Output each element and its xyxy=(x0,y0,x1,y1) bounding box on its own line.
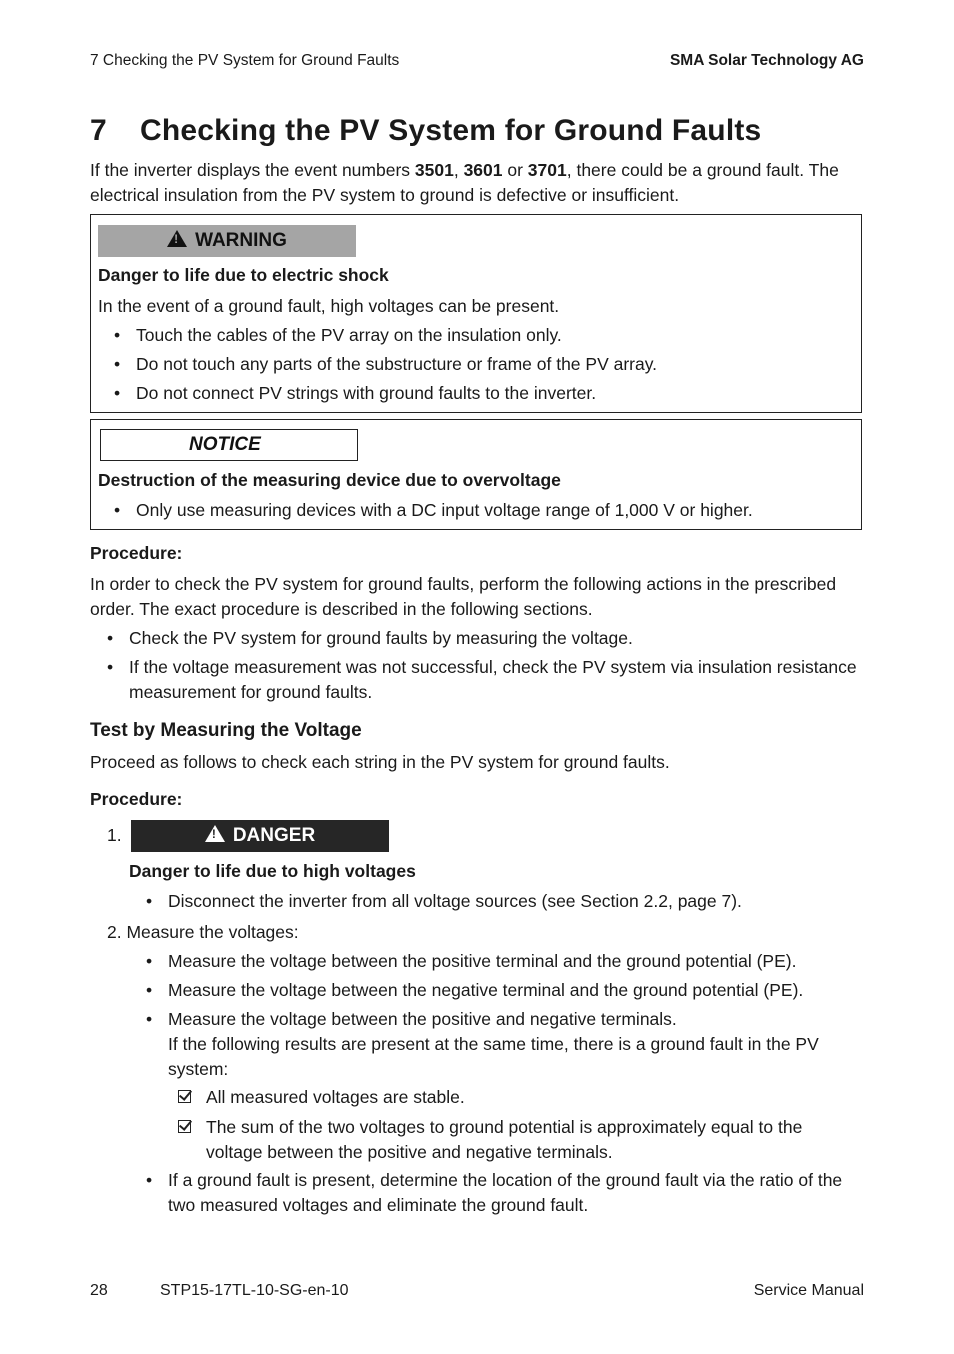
page-number: 28 xyxy=(90,1282,108,1299)
warning-box xyxy=(90,214,862,413)
warning-bullet: • Do not connect PV strings with ground faults to the inverter. xyxy=(136,381,596,406)
result-check-item xyxy=(206,1115,802,1140)
result-check-item xyxy=(206,1085,465,1110)
intro-paragraph xyxy=(90,158,870,208)
notice-label: NOTICE xyxy=(100,429,358,461)
measure-bullet-continuation: two measured voltages and eliminate the ground fault. xyxy=(168,1195,589,1215)
running-header-company: SMA Solar Technology AG xyxy=(669,52,864,69)
manual-type: Service Manual xyxy=(753,1282,864,1299)
danger-label-text: DANGER xyxy=(232,825,316,846)
running-header-chapter: 7 Checking the PV System for Ground Faults xyxy=(90,52,400,69)
warning-bullet: • Touch the cables of the PV array on the insulation only. xyxy=(136,323,562,348)
chapter-number: 7 xyxy=(90,114,107,147)
procedure-text: order. The exact procedure is described in the following sections. xyxy=(90,599,593,619)
procedure-text: In order to check the PV system for ground faults, perform the following actions in the prescribed xyxy=(90,574,837,594)
event-number: 3601 xyxy=(463,160,503,180)
chapter-title: Checking the PV System for Ground Faults xyxy=(140,114,762,147)
intro-text: , there could be a ground fault. The xyxy=(566,160,839,180)
result-check-text: The sum of the two voltages to ground potential is approximately equal to the xyxy=(206,1117,803,1137)
warning-heading: Danger to life due to electric shock xyxy=(98,265,389,285)
danger-heading: Danger to life due to high voltages xyxy=(129,861,416,881)
warning-bullet: • Do not touch any parts of the substructure or frame of the PV array. xyxy=(136,352,657,377)
event-number: 3501 xyxy=(414,160,454,180)
intro-separator: , xyxy=(453,160,464,180)
notice-bullet: • Only use measuring devices with a DC input voltage range of 1,000 V or higher. xyxy=(136,498,753,523)
checkbox-checked-icon xyxy=(178,1090,191,1103)
notice-heading: Destruction of the measuring device due to overvoltage xyxy=(98,470,561,490)
measure-bullet: • If a ground fault is present, determine the location of the ground fault via the ratio of the xyxy=(168,1168,842,1193)
intro-text: electrical insulation from the PV system to ground is defective or insufficient. xyxy=(90,185,680,205)
measure-bullet: • Measure the voltage between the negative terminal and the ground potential (PE). xyxy=(168,978,803,1003)
measure-bullet: • Measure the voltage between the positive and negative terminals. xyxy=(168,1007,677,1032)
result-check-continuation: voltage between the positive and negative terminals. xyxy=(206,1142,613,1162)
measure-bullet-continuation: system: xyxy=(168,1059,229,1079)
warning-text: In the event of a ground fault, high voltages can be present. xyxy=(98,296,560,316)
intro-text: If the inverter displays the event numbers xyxy=(90,160,415,180)
notice-box xyxy=(90,419,862,530)
measure-bullet-continuation: If the following results are present at the same time, there is a ground fault in the PV xyxy=(168,1034,819,1054)
step-2: 2. Measure the voltages: xyxy=(107,922,299,942)
warning-label xyxy=(98,225,356,257)
event-number: 3701 xyxy=(527,160,567,180)
danger-bullet: • Disconnect the inverter from all voltage sources (see Section 2.2, page 7). xyxy=(168,889,742,914)
procedure-bullet: • If the voltage measurement was not successful, check the PV system via insulation resistance xyxy=(129,655,857,680)
warning-triangle-icon xyxy=(167,230,187,247)
intro-separator: or xyxy=(502,160,528,180)
section-text: Proceed as follows to check each string in the PV system for ground faults. xyxy=(90,752,670,772)
procedure-bullet-continuation: measurement for ground faults. xyxy=(129,682,373,702)
page-title xyxy=(90,114,761,148)
step-number: 1. xyxy=(107,825,122,845)
danger-label xyxy=(131,820,389,852)
procedure-heading: Procedure: xyxy=(90,789,183,809)
procedure-heading: Procedure: xyxy=(90,543,183,563)
danger-triangle-icon xyxy=(205,825,225,842)
section-heading: Test by Measuring the Voltage xyxy=(90,720,362,741)
procedure-bullet: • Check the PV system for ground faults by measuring the voltage. xyxy=(129,626,633,651)
measure-bullet: • Measure the voltage between the positive terminal and the ground potential (PE). xyxy=(168,949,796,974)
document-code: STP15-17TL-10-SG-en-10 xyxy=(160,1282,349,1299)
warning-label-text: WARNING xyxy=(195,230,287,251)
result-check-text: All measured voltages are stable. xyxy=(206,1087,465,1107)
checkbox-checked-icon xyxy=(178,1120,191,1133)
